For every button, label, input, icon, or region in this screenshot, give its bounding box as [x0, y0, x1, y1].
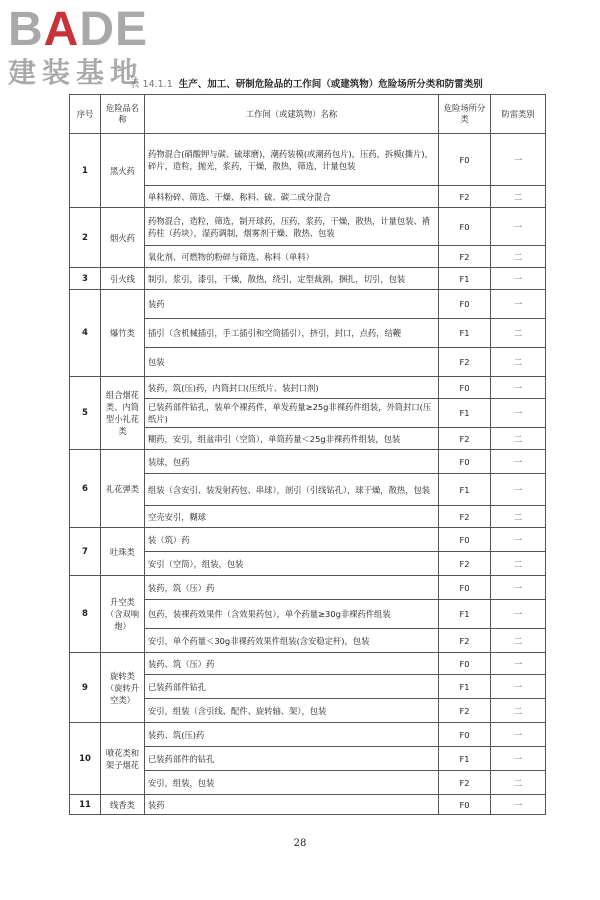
lightning-class-cell: 二 — [491, 552, 546, 576]
header-hazard-class: 危险场所分类 — [439, 95, 491, 134]
hazard-class-cell: F0 — [439, 450, 491, 474]
header-serial: 序号 — [70, 95, 101, 134]
workshop-cell: 已装药部件钻孔 — [145, 675, 439, 699]
table-caption — [130, 76, 570, 90]
hazard-class-cell: F2 — [439, 771, 491, 795]
table-title: 生产、加工、研制危险品的工作间（或建筑物）危险场所分类和防雷类别 — [178, 79, 483, 90]
hazard-class-cell: F0 — [439, 208, 491, 246]
category-cell: 黑火药 — [101, 134, 145, 208]
workshop-cell: 安引，组装（含引线、配件、旋转轴、架），包装 — [145, 699, 439, 723]
lightning-class-cell: 一 — [491, 795, 546, 815]
page-number: 28 — [293, 838, 307, 849]
lightning-class-cell: 二 — [491, 246, 546, 268]
table-row — [70, 290, 546, 319]
hazard-class-cell: F1 — [439, 399, 491, 428]
workshop-cell: 安引，组装，包装 — [145, 771, 439, 795]
workshop-cell: 装药、筑（压）药 — [145, 653, 439, 675]
lightning-class-cell: 一 — [491, 747, 546, 771]
table-row — [70, 268, 546, 290]
workshop-cell: 包药，装裸药效果件（含效果药包），单个药量≥30g非裸药件组装 — [145, 600, 439, 629]
hazard-class-cell: F0 — [439, 377, 491, 399]
workshop-cell: 装（筑）药 — [145, 528, 439, 552]
table-number: 表 14.1.1 — [130, 79, 173, 90]
workshop-cell: 氧化剂、可燃物的粉碎与筛选、称料（单料） — [145, 246, 439, 268]
category-cell: 礼花弹类 — [101, 450, 145, 528]
workshop-cell: 装药 — [145, 290, 439, 319]
serial-cell: 2 — [70, 208, 101, 268]
serial-cell: 5 — [70, 377, 101, 450]
workshop-cell: 安引，单个药量＜30g非裸药效果件组装(含安稳定杆)，包装 — [145, 629, 439, 653]
category-cell: 烟火药 — [101, 208, 145, 268]
lightning-class-cell: 一 — [491, 450, 546, 474]
lightning-class-cell: 一 — [491, 208, 546, 246]
workshop-cell: 制引，浆引，漆引，干燥，散热，绕引，定型裁割，捆扎，切引，包装 — [145, 268, 439, 290]
workshop-cell: 包装 — [145, 348, 439, 377]
hazard-class-cell: F2 — [439, 428, 491, 450]
table-row — [70, 377, 546, 399]
lightning-class-cell: 二 — [491, 629, 546, 653]
lightning-class-cell: 二 — [491, 506, 546, 528]
workshop-cell: 装球，包药 — [145, 450, 439, 474]
table-row — [70, 576, 546, 600]
serial-cell: 10 — [70, 723, 101, 795]
table-row — [70, 208, 546, 246]
lightning-class-cell: 一 — [491, 675, 546, 699]
hazard-class-cell: F1 — [439, 268, 491, 290]
category-cell: 爆竹类 — [101, 290, 145, 377]
serial-cell: 6 — [70, 450, 101, 528]
lightning-class-cell: 二 — [491, 428, 546, 450]
hazard-class-cell: F2 — [439, 186, 491, 208]
hazard-class-cell: F0 — [439, 653, 491, 675]
serial-cell: 1 — [70, 134, 101, 208]
serial-cell: 3 — [70, 268, 101, 290]
category-cell: 旋转类（旋转升空类） — [101, 653, 145, 723]
lightning-class-cell: 二 — [491, 348, 546, 377]
lightning-class-cell: 一 — [491, 399, 546, 428]
table-row — [70, 450, 546, 474]
serial-cell: 7 — [70, 528, 101, 576]
category-cell: 喷花类和架子烟花 — [101, 723, 145, 795]
table-row — [70, 528, 546, 552]
workshop-cell: 空壳安引，糊球 — [145, 506, 439, 528]
lightning-class-cell: 一 — [491, 600, 546, 629]
table-row — [70, 795, 546, 815]
category-cell: 吐珠类 — [101, 528, 145, 576]
lightning-class-cell: 一 — [491, 528, 546, 552]
workshop-cell: 组装（含安引、装发射药包、串球），剖引（引线钻孔），球干燥，散热，包装 — [145, 474, 439, 506]
hazard-class-cell: F1 — [439, 600, 491, 629]
category-cell: 线香类 — [101, 795, 145, 815]
hazard-class-cell: F1 — [439, 747, 491, 771]
hazard-class-cell: F0 — [439, 723, 491, 747]
lightning-class-cell: 一 — [491, 474, 546, 506]
workshop-cell: 装药，筑(压)药，内筒封口(压纸片、装封口剂) — [145, 377, 439, 399]
hazard-class-cell: F2 — [439, 348, 491, 377]
hazard-class-cell: F0 — [439, 576, 491, 600]
category-cell: 升空类（含双响炮） — [101, 576, 145, 653]
serial-cell: 11 — [70, 795, 101, 815]
logo-wordmark: BADE — [8, 3, 149, 56]
hazard-class-cell: F0 — [439, 290, 491, 319]
lightning-class-cell: 一 — [491, 723, 546, 747]
hazard-class-cell: F1 — [439, 474, 491, 506]
workshop-cell: 药物混合(硝酸钾与碳、硫球磨)，潮药装模(或潮药包片)，压药，拆模(撕片)，碎片，造粒，抛光，浆药，干燥，散热，筛选，计量包装 — [145, 134, 439, 186]
hazard-classification-table — [69, 94, 546, 815]
header-workshop: 工作间（或建筑物）名称 — [145, 95, 439, 134]
hazard-class-cell: F0 — [439, 134, 491, 186]
lightning-class-cell: 二 — [491, 186, 546, 208]
hazard-class-cell: F2 — [439, 506, 491, 528]
hazard-class-cell: F0 — [439, 528, 491, 552]
hazard-class-cell: F2 — [439, 246, 491, 268]
lightning-class-cell: 二 — [491, 319, 546, 348]
lightning-class-cell: 一 — [491, 576, 546, 600]
lightning-class-cell: 一 — [491, 653, 546, 675]
serial-cell: 4 — [70, 290, 101, 377]
workshop-cell: 安引（空筒），组装，包装 — [145, 552, 439, 576]
lightning-class-cell: 二 — [491, 771, 546, 795]
workshop-cell: 装药、筑(压)药 — [145, 723, 439, 747]
table-row — [70, 134, 546, 186]
lightning-class-cell: 一 — [491, 134, 546, 186]
workshop-cell: 糊药，安引，组盆串引（空筒），单筒药量＜25g非裸药件组装，包装 — [145, 428, 439, 450]
workshop-cell: 已装药部件的钻孔 — [145, 747, 439, 771]
lightning-class-cell: 一 — [491, 377, 546, 399]
workshop-cell: 已装药部件钻孔，装单个裸药件，单发药量≥25g非裸药件组装，外筒封口(压纸片) — [145, 399, 439, 428]
header-category: 危险品名 称 — [101, 95, 145, 134]
workshop-cell: 装药 — [145, 795, 439, 815]
logo-subtitle: 建装基地 — [8, 56, 145, 89]
table-row — [70, 723, 546, 747]
lightning-class-cell: 二 — [491, 699, 546, 723]
header-lightning-class: 防雷类别 — [491, 95, 546, 134]
table-row — [70, 653, 546, 675]
hazard-class-cell: F2 — [439, 552, 491, 576]
hazard-class-cell: F1 — [439, 675, 491, 699]
workshop-cell: 插引（含机械插引，手工插引和空筒插引），挤引，封口，点药，结鞭 — [145, 319, 439, 348]
workshop-cell: 装药，筑（压）药 — [145, 576, 439, 600]
lightning-class-cell: 一 — [491, 268, 546, 290]
serial-cell: 8 — [70, 576, 101, 653]
table-header-row — [70, 95, 546, 134]
table-body — [70, 134, 546, 815]
hazard-class-cell: F0 — [439, 795, 491, 815]
workshop-cell: 单料粉碎、筛选、干燥、称料、硫、碳二成分混合 — [145, 186, 439, 208]
category-cell: 引火线 — [101, 268, 145, 290]
hazard-class-cell: F2 — [439, 699, 491, 723]
serial-cell: 9 — [70, 653, 101, 723]
lightning-class-cell: 一 — [491, 290, 546, 319]
hazard-class-cell: F2 — [439, 629, 491, 653]
hazard-class-cell: F1 — [439, 319, 491, 348]
workshop-cell: 药物混合，造粒，筛选，制开球药，压药，浆药，干燥，散热，计量包装、褙药柱（药块），湿药调制，烟雾剂干燥、散热、包装 — [145, 208, 439, 246]
category-cell: 组合烟花类、内筒型小礼花类 — [101, 377, 145, 450]
